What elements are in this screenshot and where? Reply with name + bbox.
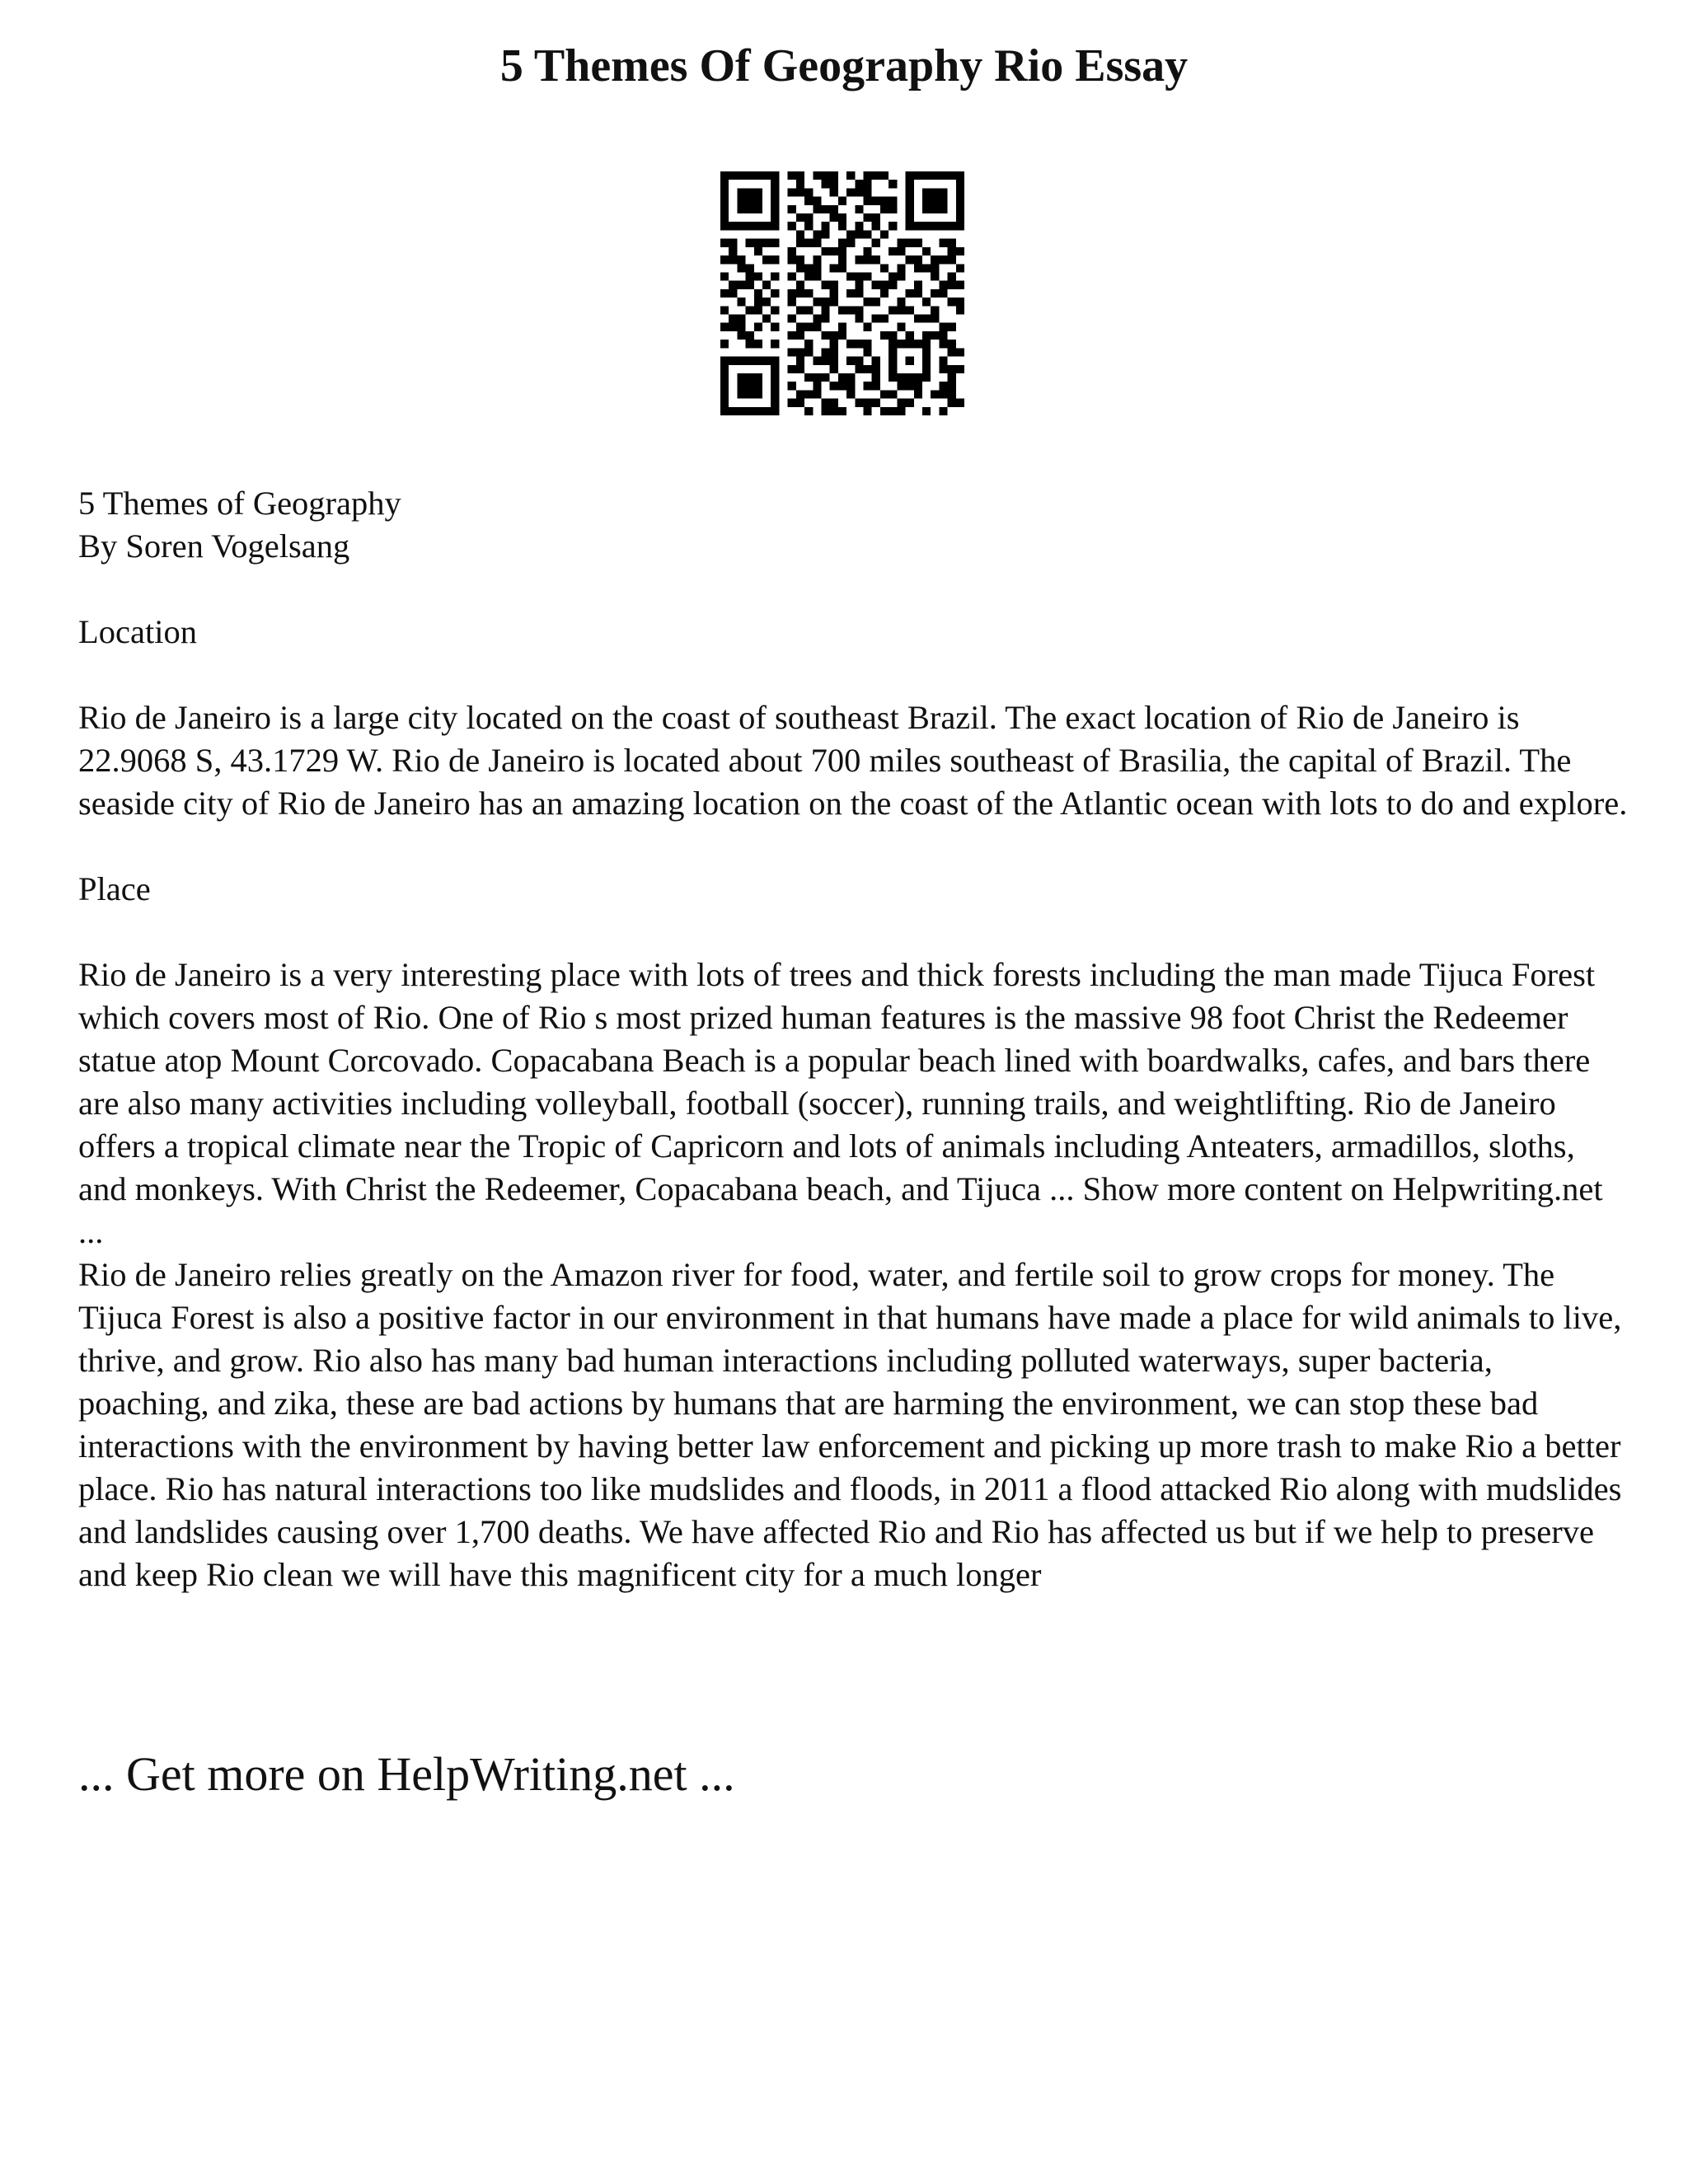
essay-body — [78, 482, 1628, 1596]
essay-author: By Soren Vogelsang — [78, 527, 350, 565]
get-more-link[interactable]: ... Get more on HelpWriting.net ... — [78, 1747, 735, 1801]
section-body-location: Rio de Janeiro is a large city located on the coast of southeast Brazil. The exact location of Rio de Janeiro is 22.9068 S, 43.1729 W. Rio de Janeiro is located about 700 miles southeast of Brasilia, the capital of Brazil. The seaside city of Rio de Janeiro has an amazing location on the coast of the Atlantic ocean with lots to do and explore. — [78, 699, 1628, 822]
section-heading-location: Location — [78, 613, 197, 650]
continuation-paragraph: Rio de Janeiro relies greatly on the Amazon river for food, water, and fertile soil to grow crops for money. The Tijuca Forest is also a positive factor in our environment in that humans have made a place for wild animals to live, thrive, and grow. Rio also has many bad human interactions including polluted waterways, super bacteria, poaching, and zika, these are bad actions by humans that are harming the environment, we can stop these bad interactions with the environment by having better law enforcement and picking up more trash to make Rio a better place. Rio has natural interactions too like mudslides and floods, in 2011 a flood attacked Rio along with mudslides and landslides causing over 1,700 deaths. We have affected Rio and Rio has affected us but if we help to preserve and keep Rio clean we will have this magnificent city for a much longer — [78, 1256, 1622, 1593]
section-heading-place: Place — [78, 870, 151, 907]
section-body-place: Rio de Janeiro is a very interesting place with lots of trees and thick forests including the man made Tijuca Forest which covers most of Rio. One of Rio s most prized human features is the massive 98 foot Christ the Redeemer statue atop Mount Corcovado. Copacabana Beach is a popular beach lined with boardwalks, cafes, and bars there are also many activities including volleyball, football (soccer), running trails, and weightlifting. Rio de Janeiro offers a tropical climate near the Tropic of Capricorn and lots of animals including Anteaters, armadillos, sloths, and monkeys. With Christ the Redeemer, Copacabana beach, and Tijuca ... Show more content on Helpwriting.net ... — [78, 956, 1603, 1250]
essay-heading: 5 Themes of Geography — [78, 485, 401, 522]
document-title: 5 Themes Of Geography Rio Essay — [499, 40, 1189, 91]
qr-code-icon — [720, 171, 964, 415]
